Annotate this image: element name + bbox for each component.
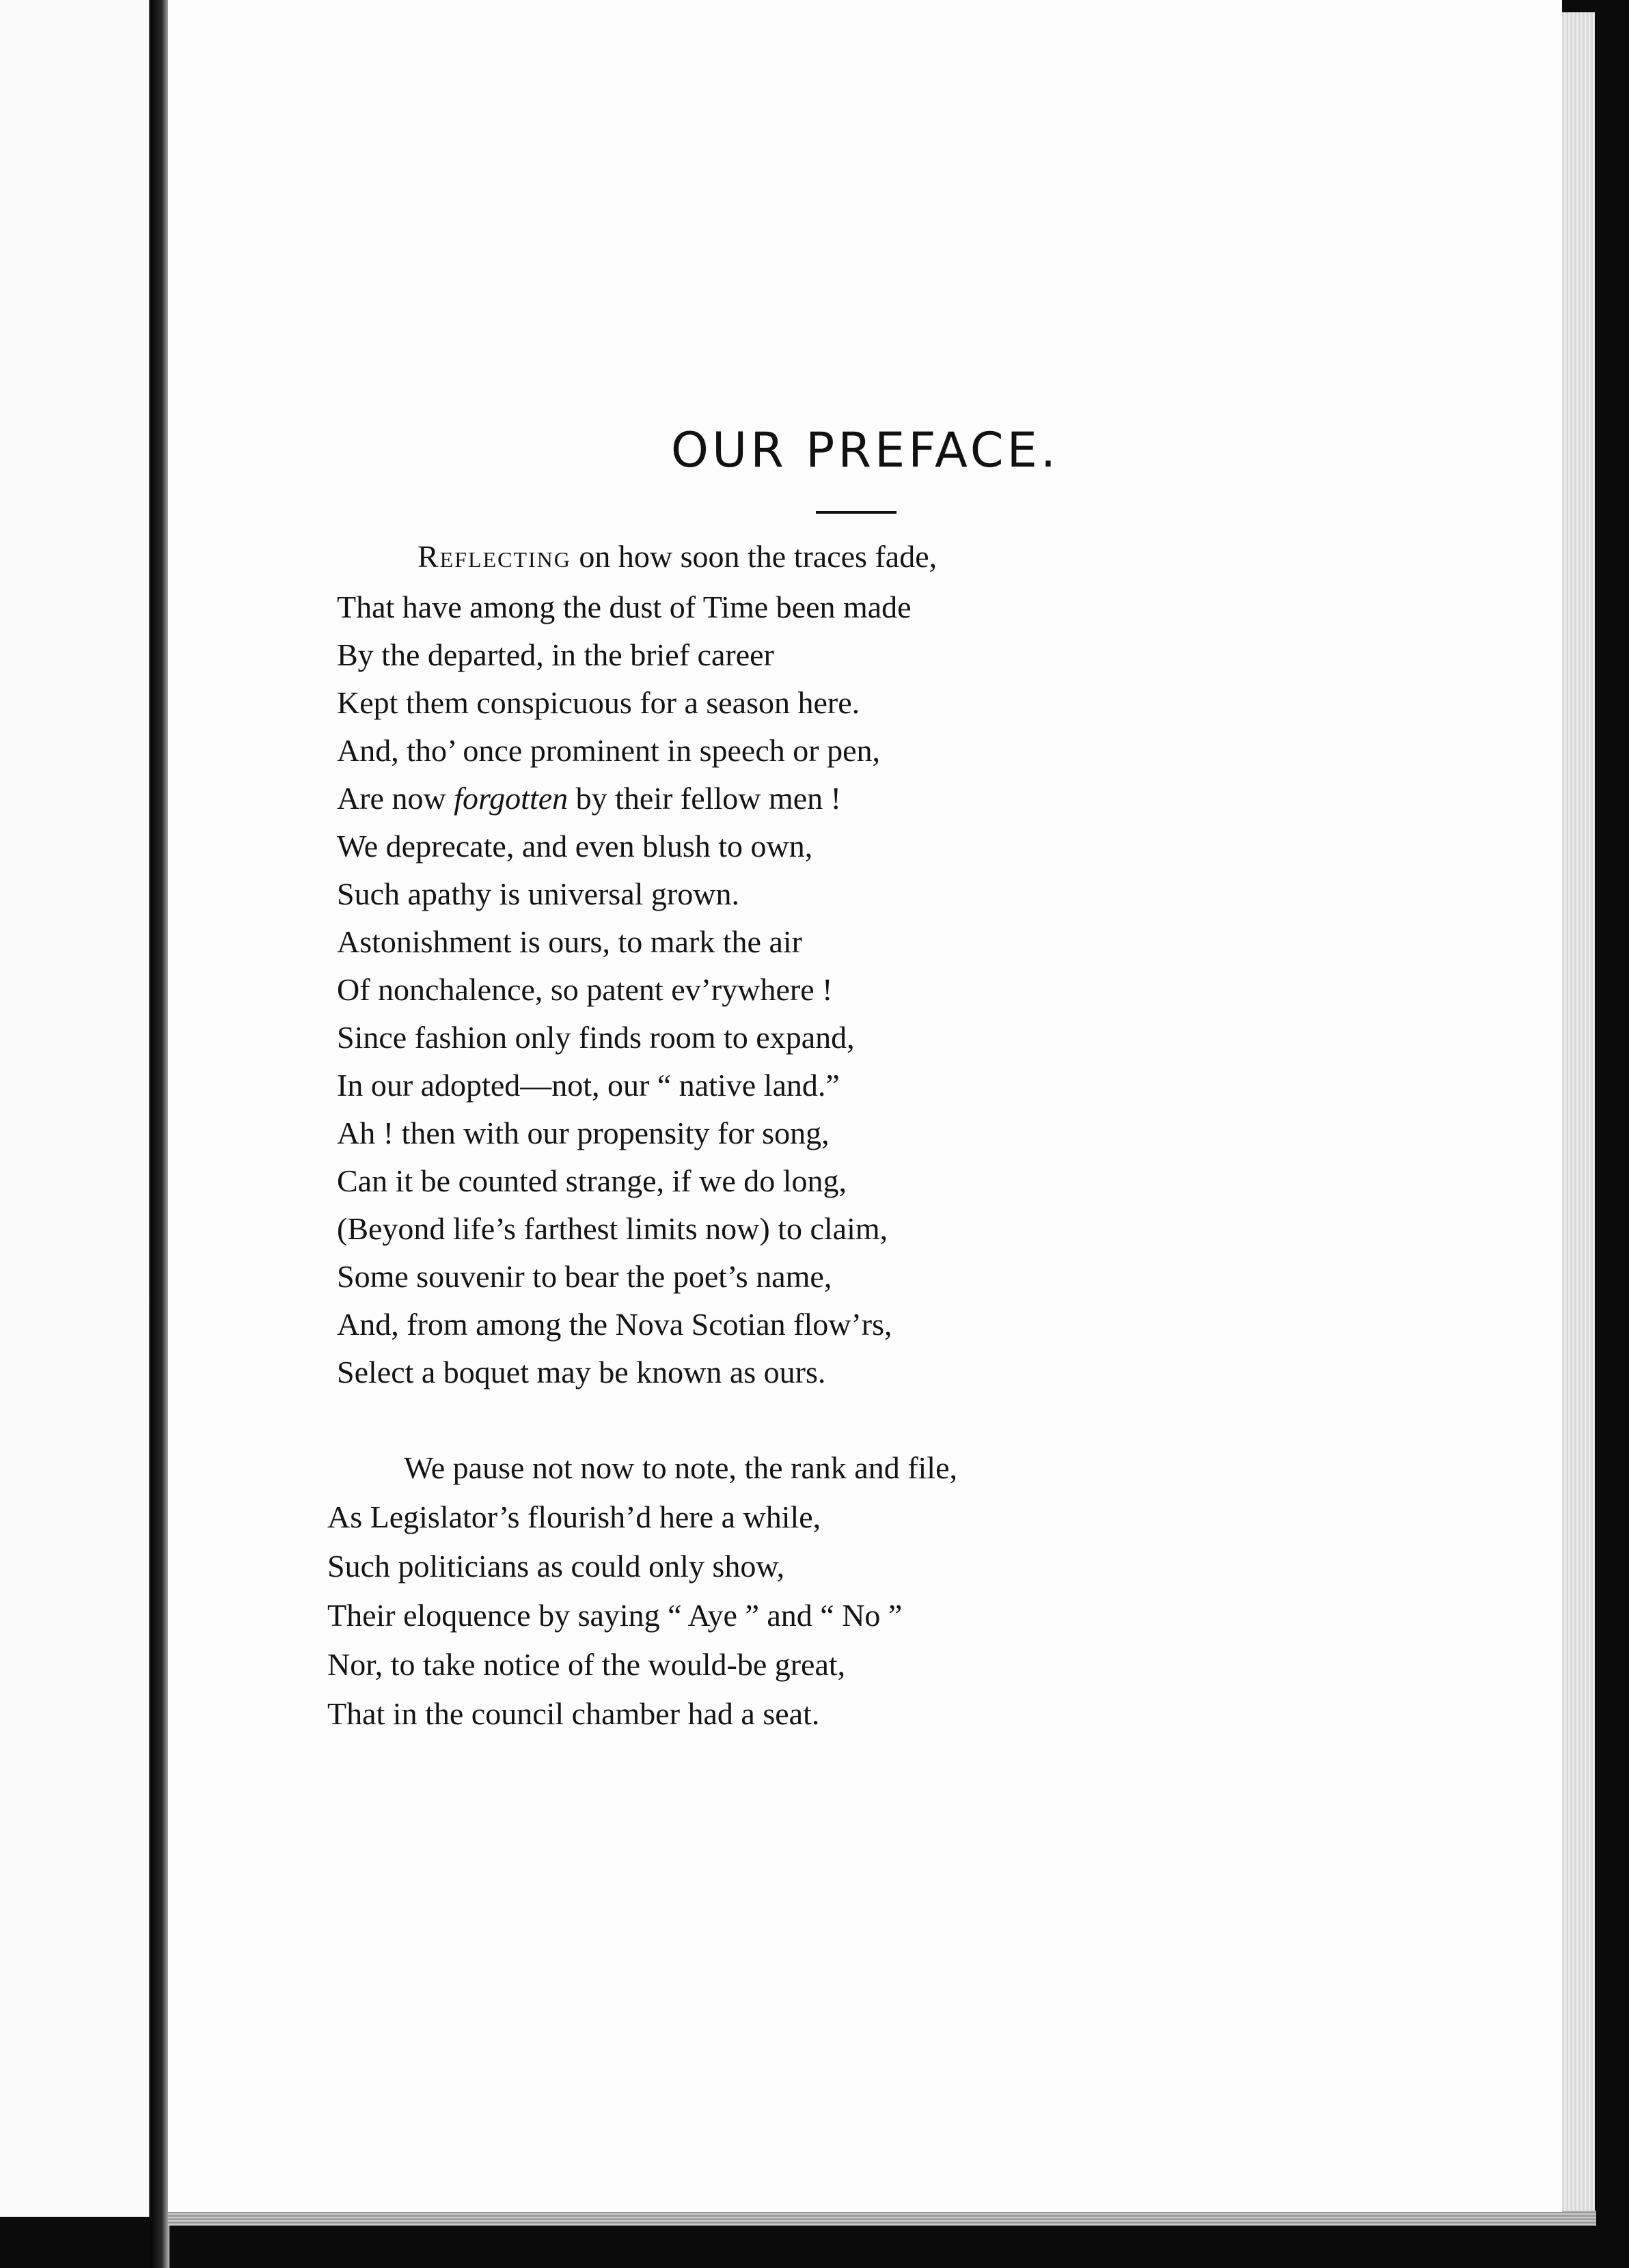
poem-line: Of nonchalence, so patent ev’rywhere ! xyxy=(337,972,833,1007)
poem-line: Some souvenir to bear the poet’s name, xyxy=(337,1259,832,1294)
book-page xyxy=(168,0,1562,2212)
poem-line: And, from among the Nova Scotian flow’rs, xyxy=(337,1307,892,1342)
poem-line: In our adopted—not, our “ native land.” xyxy=(337,1068,840,1103)
poem-line: Kept them conspicuous for a season here. xyxy=(337,685,860,720)
poem-line: We deprecate, and even blush to own, xyxy=(337,829,813,863)
book-spine xyxy=(150,0,169,2268)
left-page-edge xyxy=(0,0,151,2217)
poem-line: We pause not now to note, the rank and file, xyxy=(404,1450,958,1485)
poem-line: Ah ! then with our propensity for song, xyxy=(337,1116,830,1150)
poem-line: That have among the dust of Time been made xyxy=(337,590,912,624)
poem-line: Can it be counted strange, if we do long, xyxy=(337,1163,847,1198)
poem-line: Nor, to take notice of the would-be great, xyxy=(327,1647,846,1682)
poem-line: Such politicians as could only show, xyxy=(327,1549,785,1584)
poem-line: Reflecting on how soon the traces fade, xyxy=(417,539,937,574)
drop-word: Reflecting xyxy=(417,539,571,574)
poem-line: Since fashion only finds room to expand, xyxy=(337,1020,855,1055)
poem xyxy=(168,0,1562,2212)
italic-word: forgotten xyxy=(454,781,569,816)
poem-line: Select a boquet may be known as ours. xyxy=(337,1355,826,1389)
poem-line: Are now forgotten by their fellow men ! xyxy=(337,781,841,816)
poem-line: By the departed, in the brief career xyxy=(337,637,774,672)
poem-line: Their eloquence by saying “ Aye ” and “ No ” xyxy=(327,1598,903,1633)
page-title: OUR PREFACE. xyxy=(670,422,1060,478)
poem-line: Astonishment is ours, to mark the air xyxy=(337,924,802,959)
poem-line: And, tho’ once prominent in speech or pen, xyxy=(337,733,880,768)
poem-line: (Beyond life’s farthest limits now) to claim, xyxy=(337,1211,888,1246)
poem-line: That in the council chamber had a seat. xyxy=(327,1696,820,1731)
poem-line: Such apathy is universal grown. xyxy=(337,876,739,911)
bottom-page-edge xyxy=(168,2211,1596,2226)
poem-line: As Legislator’s flourish’d here a while, xyxy=(327,1499,821,1534)
